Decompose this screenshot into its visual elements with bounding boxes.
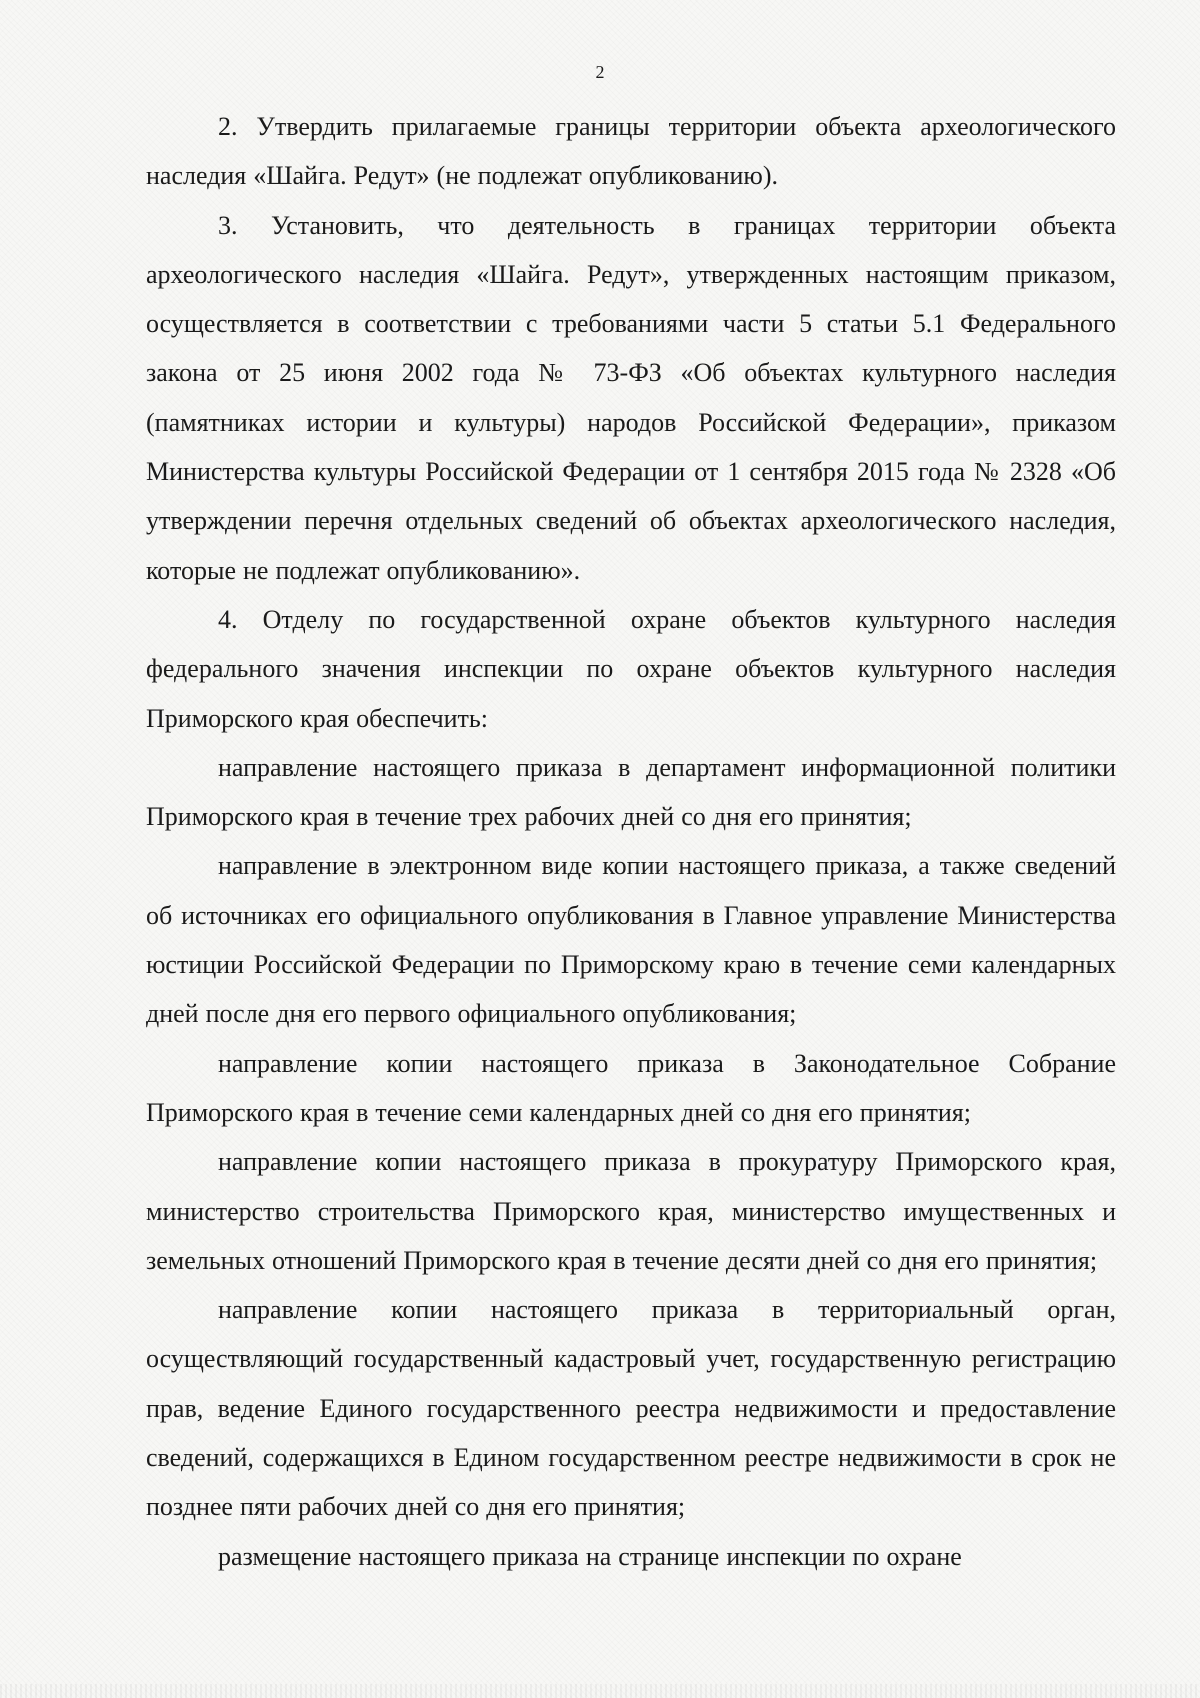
paragraph-cadastral: направление копии настоящего приказа в территориальный орган, осуществляющий государственный кадастровый учет, государственную регистрацию прав, ведение Единого государственного реестра недвижимости и предоставление сведений, содержащихся в Едином государственном реестре недвижимости в срок не позднее пяти рабочих дней со дня его принятия; (146, 1295, 1116, 1522)
paragraph-legislative-assembly: направление копии настоящего приказа в Законодательное Собрание Приморского края в течение семи календарных дней со дня его принятия; (146, 1048, 1116, 1127)
paragraph-website-placement: размещение настоящего приказа на странице инспекции по охране (218, 1541, 962, 1571)
paragraph-ministry-justice: направление в электронном виде копии настоящего приказа, а также сведений об источниках его официального опубликования в Главное управление Министерства юстиции Российской Федерации по Приморскому краю в течение семи календарных дней после дня его первого официального опубликования; (146, 851, 1116, 1029)
paragraph-item-4: 4. Отделу по государственной охране объектов культурного наследия федерального значения инспекции по охране объектов культурного наследия Приморского края обеспечить: (146, 604, 1116, 733)
paragraph-dept-info-policy: направление настоящего приказа в департамент информационной политики Приморского края в течение трех рабочих дней со дня его принятия; (146, 752, 1116, 832)
paragraph-prosecutor: направление копии настоящего приказа в прокуратуру Приморского края, министерство строительства Приморского края, министерство имущественных и земельных отношений Приморского края в течение десяти дней со дня его принятия; (146, 1147, 1116, 1275)
paragraph-item-3: 3. Установить, что деятельность в границах территории объекта археологического наследия «Шайга. Редут», утвержденных настоящим приказом, осуществляется в соответствии с требованиями части 5 статьи 5.1 Федерального закона от 25 июня 2002 года № 73-ФЗ «Об объектах культурного наследия (памятниках истории и культуры) народов Российской Федерации», приказом Министерства культуры Российской Федерации от 1 сентября 2015 года № 2328 «Об утверждении перечня отдельных сведений об объектах археологического наследия, которые не подлежат опубликованию». (146, 210, 1116, 585)
page-number: 2 (595, 62, 605, 82)
document-body (146, 102, 1116, 1581)
scan-edge (0, 1684, 1200, 1698)
paragraph-item-2: 2. Утвердить прилагаемые границы территории объекта археологического наследия «Шайга. Редут» (не подлежат опубликованию). (146, 112, 1116, 191)
